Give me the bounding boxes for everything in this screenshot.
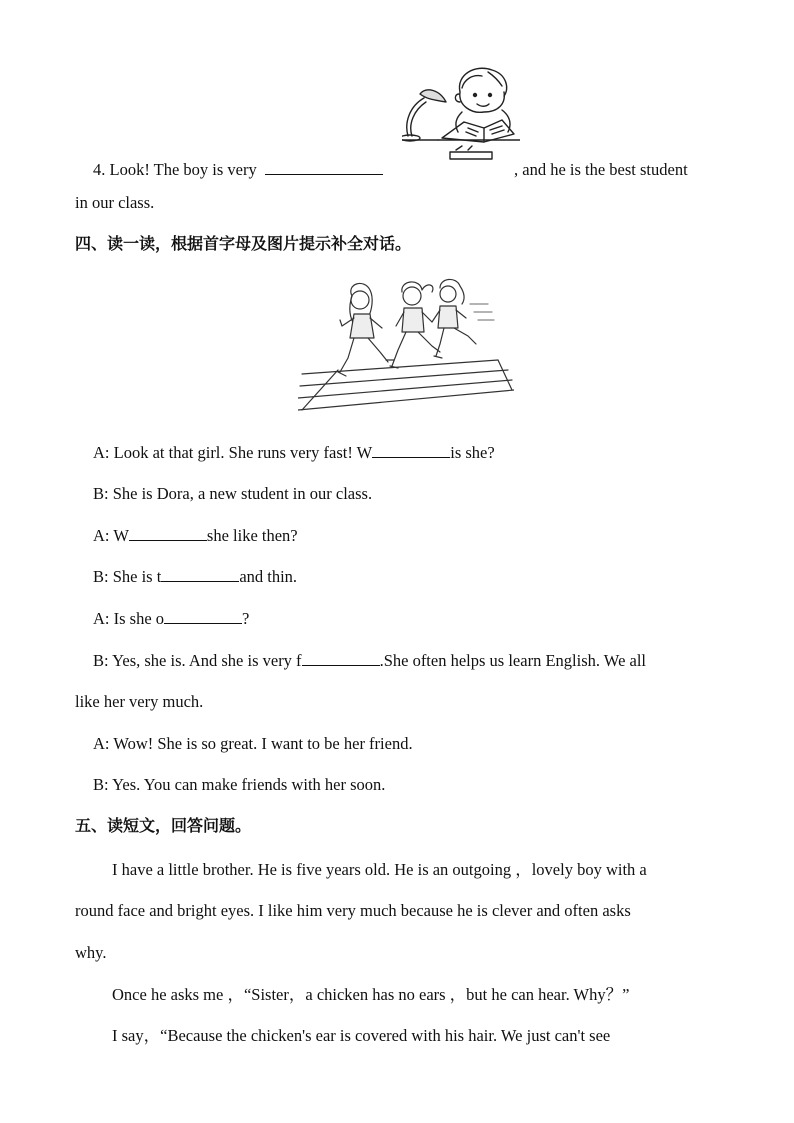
- question-4-line: [93, 160, 383, 180]
- dialogue-text: A: Look at that girl. She runs very fast! W: [93, 443, 373, 462]
- dialogue-text: and thin.: [239, 567, 298, 586]
- dialogue-text: .She often helps us learn English. We all: [379, 651, 647, 670]
- dialogue-line-2: [93, 484, 372, 504]
- passage-line: [75, 943, 106, 963]
- dialogue-text: B: She is Dora, a new student in our class.: [93, 484, 373, 503]
- answer-blank[interactable]: [372, 443, 450, 458]
- dialogue-text: B: Yes. You can make friends with her soon.: [93, 775, 386, 794]
- question-4-continuation-text: in our class.: [75, 193, 155, 212]
- passage-line: [112, 860, 647, 880]
- dialogue-text: B: She is t: [93, 567, 162, 586]
- dialogue-text: A: Wow! She is so great. I want to be her friend.: [93, 734, 413, 753]
- dialogue-line-6-continuation: [75, 692, 203, 712]
- dialogue-line-1: [93, 443, 495, 463]
- dialogue-line-8: [93, 775, 385, 795]
- passage-line: [112, 985, 629, 1005]
- answer-blank[interactable]: [161, 567, 239, 582]
- dialogue-line-7: [93, 734, 413, 754]
- dialogue-text: A: W: [93, 526, 129, 545]
- dialogue-text: B: Yes, she is. And she is very f: [93, 651, 302, 670]
- passage-text: I say，“Because the chicken's ear is covered with his hair. We just can't see: [112, 1026, 611, 1045]
- dialogue-text: like her very much.: [75, 692, 204, 711]
- dialogue-text: A: Is she o: [93, 609, 165, 628]
- passage-line: [112, 1026, 610, 1046]
- girls-running-illustration: [298, 274, 514, 418]
- passage-text: Once he asks me ，“Sister，a chicken has no ears ，but he can hear. Why？”: [112, 985, 630, 1004]
- passage-line: [75, 901, 631, 921]
- passage-text: I have a little brother. He is five years old. He is an outgoing ，lovely boy with a: [112, 860, 647, 879]
- answer-blank[interactable]: [302, 651, 380, 666]
- passage-text: round face and bright eyes. I like him very much because he is clever and often asks: [75, 901, 631, 920]
- dialogue-text: ?: [242, 609, 250, 628]
- section-4-heading: [75, 234, 411, 254]
- answer-blank[interactable]: [164, 609, 242, 624]
- dialogue-line-3: [93, 526, 298, 546]
- dialogue-text: she like then?: [206, 526, 298, 545]
- answer-blank[interactable]: [129, 526, 207, 541]
- passage-text: why.: [75, 943, 107, 962]
- section-5-heading-text: 五、读短文，回答问题。: [75, 816, 252, 835]
- answer-blank[interactable]: [265, 160, 383, 175]
- question-4-line-end: [514, 160, 688, 180]
- dialogue-line-6: [93, 651, 646, 671]
- question-4-text: 4. Look! The boy is very: [93, 160, 257, 179]
- section-5-heading: [75, 816, 251, 836]
- question-4-continuation: [75, 193, 154, 213]
- boy-studying-illustration: [402, 62, 520, 162]
- question-4-text-after: , and he is the best student: [514, 160, 688, 179]
- dialogue-text: is she?: [450, 443, 495, 462]
- section-4-heading-text: 四、读一读，根据首字母及图片提示补全对话。: [75, 234, 412, 253]
- dialogue-line-4: [93, 567, 297, 587]
- dialogue-line-5: [93, 609, 249, 629]
